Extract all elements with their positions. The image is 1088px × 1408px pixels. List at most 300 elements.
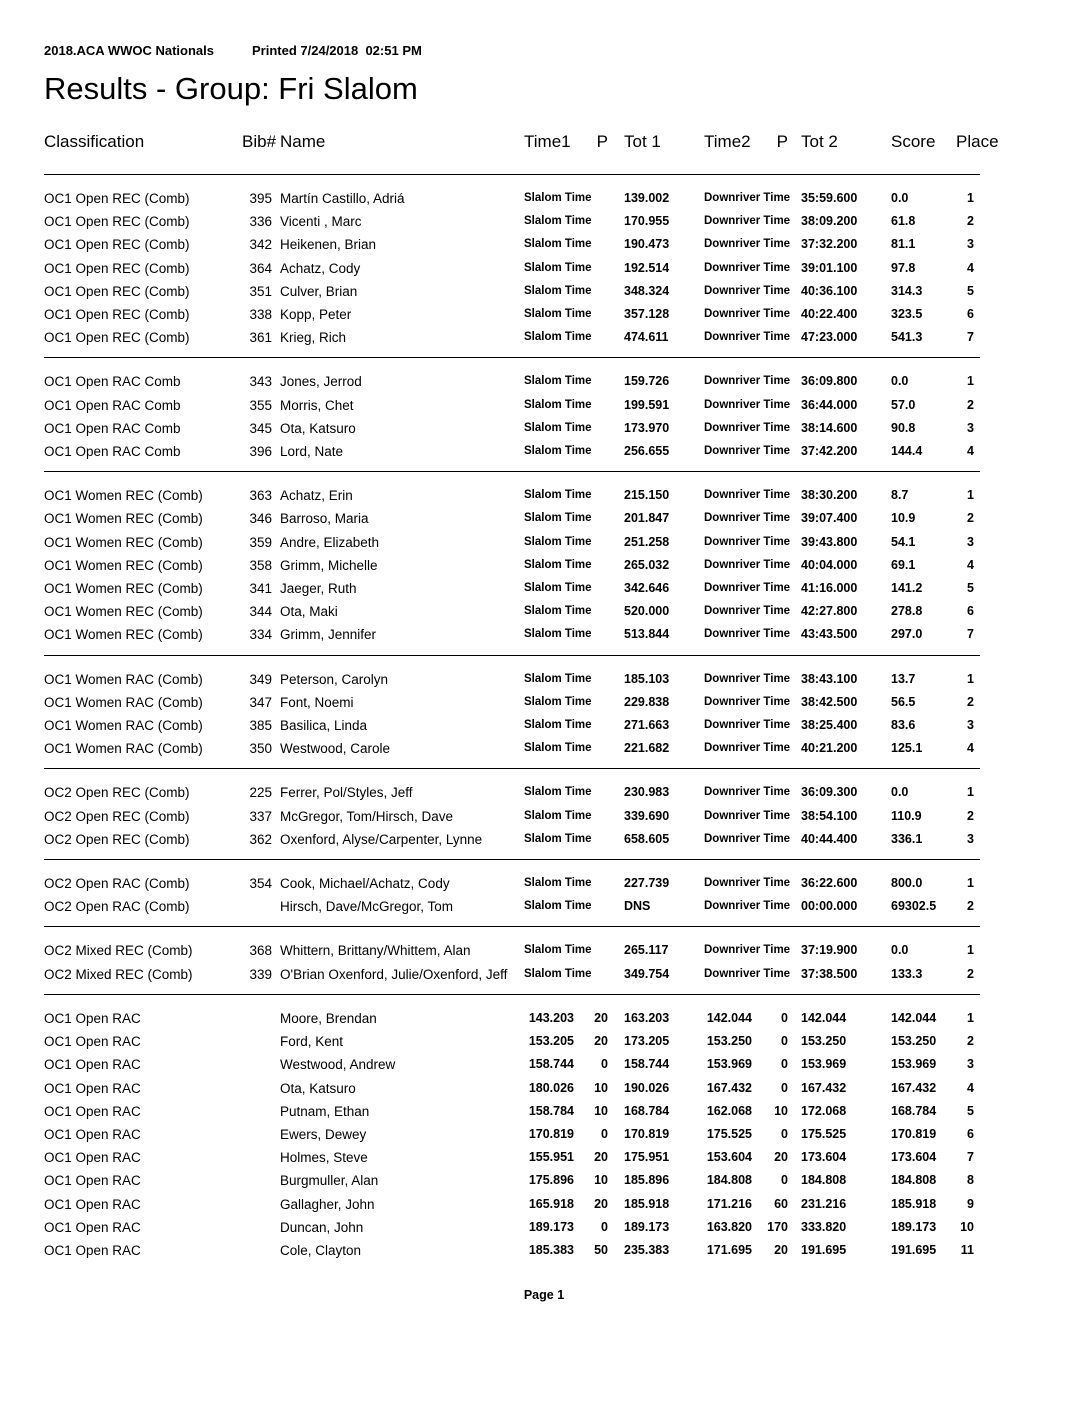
cell-classification: OC1 Open RAC <box>44 1010 141 1026</box>
cell-p2: 20 <box>774 1150 788 1165</box>
cell-p1: 10 <box>594 1080 608 1095</box>
cell-time2: Downriver Time <box>704 628 791 641</box>
table-row <box>44 623 980 646</box>
cell-name: Oxenford, Alyse/Carpenter, Lynne <box>280 831 483 847</box>
cell-p1: 10 <box>594 1173 608 1188</box>
cell-p1 <box>574 737 608 760</box>
table-row <box>44 440 980 463</box>
table-row <box>44 1216 980 1239</box>
cell-name: McGregor, Tom/Hirsch, Dave <box>280 808 454 824</box>
cell-time1: Slalom Time <box>524 628 592 641</box>
cell-name: Vicenti , Marc <box>280 214 362 230</box>
cell-p1 <box>574 668 608 691</box>
cell-name: Ota, Katsuro <box>280 1080 356 1096</box>
cell-time1: Slalom Time <box>524 832 592 845</box>
cell-p1: 50 <box>594 1242 608 1257</box>
cell-tot2: 36:09.800 <box>801 374 858 389</box>
cell-tot2: 231.216 <box>801 1196 847 1211</box>
cell-p2 <box>752 257 788 280</box>
cell-tot1: 185.896 <box>624 1173 670 1188</box>
cell-p2: 0 <box>781 1057 788 1072</box>
cell-p1 <box>574 623 608 646</box>
table-row <box>44 805 980 828</box>
cell-bib: 345 <box>249 420 272 436</box>
cell-bib: 355 <box>249 397 272 413</box>
cell-time1: Slalom Time <box>524 445 592 458</box>
cell-time2: 153.969 <box>706 1057 752 1072</box>
header-total2: Tot 2 <box>801 132 838 151</box>
cell-tot1: 349.754 <box>624 966 670 981</box>
cell-classification: OC1 Women REC (Comb) <box>44 581 203 597</box>
cell-p1 <box>574 484 608 507</box>
cell-p1: 0 <box>601 1126 608 1141</box>
cell-bib: 395 <box>249 191 272 206</box>
cell-bib: 351 <box>249 283 272 299</box>
cell-time1: 189.173 <box>528 1219 574 1234</box>
cell-tot2: 35:59.600 <box>801 191 858 205</box>
cell-time1: Slalom Time <box>524 877 592 890</box>
cell-p2 <box>752 554 788 577</box>
cell-time1: Slalom Time <box>524 512 592 525</box>
result-group <box>44 174 980 349</box>
cell-place: 2 <box>967 511 974 526</box>
cell-score: 0.0 <box>891 785 909 800</box>
cell-tot2: 42:27.800 <box>801 604 858 619</box>
cell-bib: 363 <box>249 488 272 504</box>
cell-score: 191.695 <box>891 1242 937 1257</box>
cell-p1: 20 <box>594 1196 608 1211</box>
cell-tot2: 175.525 <box>801 1126 847 1141</box>
cell-p1 <box>574 210 608 233</box>
table-row <box>44 370 980 393</box>
table-row <box>44 210 980 233</box>
cell-time2: Downriver Time <box>704 421 791 434</box>
cell-name: Font, Noemi <box>280 694 354 710</box>
printed-timestamp: Printed 7/24/2018 02:51 PM <box>252 43 422 58</box>
header-place: Place <box>956 132 999 151</box>
cell-p1 <box>574 872 608 895</box>
cell-name: Morris, Chet <box>280 397 354 413</box>
cell-score: 314.3 <box>891 283 923 298</box>
cell-time1: Slalom Time <box>524 582 592 595</box>
cell-p2 <box>752 668 788 691</box>
cell-name: Hirsch, Dave/McGregor, Tom <box>280 899 454 915</box>
cell-score: 184.808 <box>891 1173 937 1188</box>
table-row <box>44 554 980 577</box>
cell-tot2: 37:32.200 <box>801 237 858 252</box>
table-row <box>44 1169 980 1192</box>
cell-p1 <box>574 531 608 554</box>
cell-tot1: 175.951 <box>624 1150 670 1165</box>
cell-tot2: 38:43.100 <box>801 671 858 686</box>
cell-name: Ota, Maki <box>280 604 338 620</box>
cell-score: 173.604 <box>891 1150 937 1165</box>
result-group <box>44 859 980 918</box>
cell-name: Cole, Clayton <box>280 1242 362 1258</box>
cell-name: Cook, Michael/Achatz, Cody <box>280 876 450 892</box>
cell-time1: Slalom Time <box>524 192 592 204</box>
table-row <box>44 1007 980 1030</box>
cell-p1 <box>574 714 608 737</box>
cell-name: Achatz, Cody <box>280 260 361 276</box>
cell-p1 <box>574 554 608 577</box>
cell-p1 <box>574 370 608 393</box>
cell-tot2: 38:42.500 <box>801 694 858 709</box>
cell-place: 5 <box>967 581 974 596</box>
cell-classification: OC1 Open RAC <box>44 1173 141 1189</box>
cell-p2 <box>752 210 788 233</box>
cell-tot1: 168.784 <box>624 1103 670 1118</box>
cell-time1: 143.203 <box>528 1010 574 1025</box>
cell-place: 2 <box>967 397 974 412</box>
cell-classification: OC1 Open RAC <box>44 1242 141 1258</box>
cell-p2 <box>752 805 788 828</box>
cell-time1: Slalom Time <box>524 558 592 571</box>
cell-p1 <box>574 280 608 303</box>
cell-tot1: 271.663 <box>624 718 670 733</box>
cell-score: 69.1 <box>891 557 916 572</box>
cell-classification: OC1 Open RAC <box>44 1150 141 1166</box>
cell-p2 <box>752 828 788 851</box>
cell-tot1: 342.646 <box>624 581 670 596</box>
cell-place: 3 <box>967 718 974 733</box>
table-row <box>44 939 980 962</box>
cell-name: Heikenen, Brian <box>280 237 377 253</box>
cell-tot2: 37:38.500 <box>801 966 858 981</box>
cell-place: 5 <box>967 283 974 298</box>
cell-bib <box>242 1007 272 1030</box>
cell-place: 1 <box>967 876 974 891</box>
cell-classification: OC2 Mixed REC (Comb) <box>44 943 193 959</box>
cell-classification: OC1 Open RAC <box>44 1103 141 1119</box>
cell-tot2: 36:09.300 <box>801 785 858 800</box>
cell-place: 2 <box>967 808 974 823</box>
cell-name: Ota, Katsuro <box>280 420 356 436</box>
page-footer: Page 1 <box>523 1288 565 1303</box>
cell-p2 <box>752 577 788 600</box>
table-row <box>44 484 980 507</box>
cell-p2 <box>752 872 788 895</box>
cell-p2 <box>752 737 788 760</box>
cell-time1: Slalom Time <box>524 967 592 980</box>
cell-p2 <box>752 963 788 986</box>
cell-tot1: 230.983 <box>624 785 670 800</box>
cell-classification: OC1 Women RAC (Comb) <box>44 694 203 710</box>
cell-classification: OC1 Open RAC <box>44 1196 141 1212</box>
cell-classification: OC1 Open RAC Comb <box>44 444 181 460</box>
cell-bib: 344 <box>249 604 272 620</box>
cell-p1 <box>574 781 608 804</box>
cell-name: Westwood, Carole <box>280 741 391 757</box>
cell-time2: Downriver Time <box>704 489 791 502</box>
cell-time1: Slalom Time <box>524 215 592 228</box>
cell-tot2: 142.044 <box>801 1010 847 1025</box>
result-group <box>44 926 980 985</box>
cell-p2 <box>752 187 788 210</box>
cell-time1: Slalom Time <box>524 535 592 548</box>
cell-classification: OC1 Open RAC <box>44 1057 141 1073</box>
cell-classification: OC1 Open RAC Comb <box>44 397 181 413</box>
cell-bib <box>242 1077 272 1100</box>
cell-bib <box>242 1123 272 1146</box>
cell-bib: 385 <box>249 718 272 734</box>
table-row <box>44 828 980 851</box>
cell-score: 69302.5 <box>891 899 937 914</box>
cell-p2 <box>752 326 788 349</box>
cell-bib: 225 <box>249 785 272 801</box>
cell-time1: 185.383 <box>528 1242 574 1257</box>
cell-p2: 0 <box>781 1126 788 1141</box>
cell-bib <box>242 1030 272 1053</box>
cell-score: 56.5 <box>891 694 916 709</box>
cell-time2: Downriver Time <box>704 786 791 799</box>
cell-tot2: 37:42.200 <box>801 444 858 459</box>
cell-time2: 153.250 <box>706 1034 752 1049</box>
table-row <box>44 1123 980 1146</box>
cell-time1: Slalom Time <box>524 742 592 755</box>
cell-classification: OC1 Women REC (Comb) <box>44 488 203 504</box>
cell-place: 8 <box>967 1173 974 1188</box>
cell-name: Moore, Brendan <box>280 1010 377 1026</box>
cell-p1 <box>574 600 608 623</box>
cell-bib: 341 <box>249 581 272 597</box>
cell-time2: 175.525 <box>706 1126 752 1141</box>
cell-tot2: 36:44.000 <box>801 397 858 412</box>
cell-tot1: 513.844 <box>624 627 670 642</box>
cell-time1: Slalom Time <box>524 238 592 251</box>
cell-tot2: 38:30.200 <box>801 488 858 503</box>
result-group <box>44 357 980 463</box>
cell-bib: 338 <box>249 307 272 323</box>
cell-p2 <box>752 939 788 962</box>
table-row <box>44 394 980 417</box>
cell-tot1: 192.514 <box>624 260 670 275</box>
cell-time1: Slalom Time <box>524 489 592 502</box>
cell-tot1: 251.258 <box>624 534 670 549</box>
cell-time2: 167.432 <box>706 1080 752 1095</box>
header-classification: Classification <box>44 132 145 151</box>
cell-score: 167.432 <box>891 1080 937 1095</box>
cell-p2: 0 <box>781 1034 788 1049</box>
cell-score: 170.819 <box>891 1126 937 1141</box>
cell-score: 0.0 <box>891 374 909 389</box>
header-penalty2: P <box>776 132 788 151</box>
cell-time1: 155.951 <box>528 1150 574 1165</box>
cell-time1: 165.918 <box>528 1196 574 1211</box>
cell-bib: 346 <box>249 511 272 527</box>
cell-bib <box>242 1216 272 1239</box>
cell-time1: Slalom Time <box>524 331 592 344</box>
cell-time1: 158.744 <box>528 1057 574 1072</box>
cell-p2 <box>752 394 788 417</box>
cell-time2: Downriver Time <box>704 877 791 890</box>
cell-classification: OC1 Open RAC Comb <box>44 374 181 390</box>
cell-score: 0.0 <box>891 943 909 958</box>
cell-tot2: 36:22.600 <box>801 876 858 891</box>
cell-tot2: 38:54.100 <box>801 808 858 823</box>
cell-time2: Downriver Time <box>704 445 791 458</box>
cell-place: 7 <box>967 627 974 642</box>
cell-p1 <box>574 233 608 256</box>
cell-score: 13.7 <box>891 671 916 686</box>
cell-place: 1 <box>967 374 974 389</box>
cell-p1 <box>574 417 608 440</box>
event-name: 2018.ACA WWOC Nationals <box>44 43 214 58</box>
cell-p2: 0 <box>781 1173 788 1188</box>
cell-bib <box>242 1239 272 1262</box>
cell-tot2: 167.432 <box>801 1080 847 1095</box>
cell-tot2: 43:43.500 <box>801 627 858 642</box>
cell-time2: 142.044 <box>706 1010 752 1025</box>
cell-score: 54.1 <box>891 534 916 549</box>
table-row <box>44 280 980 303</box>
cell-name: Achatz, Erin <box>280 488 353 504</box>
cell-score: 278.8 <box>891 604 923 619</box>
cell-time1: Slalom Time <box>524 375 592 388</box>
cell-place: 10 <box>960 1219 974 1234</box>
table-row <box>44 1193 980 1216</box>
cell-classification: OC1 Open RAC <box>44 1034 141 1050</box>
cell-tot2: 40:44.400 <box>801 831 858 846</box>
cell-bib: 358 <box>249 557 272 573</box>
cell-name: Barroso, Maria <box>280 511 369 527</box>
table-row <box>44 1077 980 1100</box>
result-group <box>44 471 980 646</box>
cell-time2: Downriver Time <box>704 944 791 957</box>
cell-place: 9 <box>967 1196 974 1211</box>
cell-tot1: 159.726 <box>624 374 670 389</box>
cell-score: 8.7 <box>891 488 909 503</box>
cell-classification: OC1 Women REC (Comb) <box>44 627 203 643</box>
cell-tot1: 163.203 <box>624 1010 670 1025</box>
cell-classification: OC2 Open RAC (Comb) <box>44 876 190 892</box>
cell-tot2: 38:09.200 <box>801 214 858 229</box>
table-row <box>44 531 980 554</box>
cell-time1: Slalom Time <box>524 809 592 822</box>
header-name: Name <box>280 132 326 151</box>
cell-tot1: 265.032 <box>624 557 670 572</box>
cell-time1: 153.205 <box>528 1034 574 1049</box>
cell-name: Lord, Nate <box>280 444 344 460</box>
cell-place: 4 <box>967 444 974 459</box>
cell-p2: 60 <box>774 1196 788 1211</box>
cell-place: 3 <box>967 534 974 549</box>
cell-classification: OC1 Open REC (Comb) <box>44 214 190 230</box>
cell-classification: OC1 Open RAC Comb <box>44 420 181 436</box>
cell-p1 <box>574 691 608 714</box>
cell-name: Ferrer, Pol/Styles, Jeff <box>280 785 413 801</box>
cell-classification: OC1 Women RAC (Comb) <box>44 718 203 734</box>
cell-tot1: 520.000 <box>624 604 670 619</box>
cell-p1 <box>574 303 608 326</box>
cell-classification: OC1 Women REC (Comb) <box>44 557 203 573</box>
cell-bib: 396 <box>249 444 272 460</box>
cell-score: 57.0 <box>891 397 916 412</box>
cell-score: 185.918 <box>891 1196 937 1211</box>
cell-score: 97.8 <box>891 260 916 275</box>
cell-name: Andre, Elizabeth <box>280 534 380 550</box>
cell-bib <box>242 1053 272 1076</box>
cell-tot1: 221.682 <box>624 741 670 756</box>
header-bib: Bib# <box>242 132 277 151</box>
cell-time2: Downriver Time <box>704 558 791 571</box>
cell-classification: OC1 Women RAC (Comb) <box>44 671 203 687</box>
cell-tot2: 40:22.400 <box>801 307 858 322</box>
cell-time2: Downriver Time <box>704 967 791 980</box>
cell-tot1: 199.591 <box>624 397 670 412</box>
cell-time2: 162.068 <box>706 1103 752 1118</box>
cell-classification: OC1 Open REC (Comb) <box>44 330 190 346</box>
cell-classification: OC1 Women REC (Comb) <box>44 604 203 620</box>
cell-p2: 10 <box>774 1103 788 1118</box>
cell-tot1: 170.819 <box>624 1126 670 1141</box>
cell-place: 1 <box>967 1010 974 1025</box>
cell-score: 189.173 <box>891 1219 937 1234</box>
cell-tot2: 40:21.200 <box>801 741 858 756</box>
cell-name: Peterson, Carolyn <box>280 671 389 687</box>
cell-time2: Downriver Time <box>704 535 791 548</box>
cell-time2: Downriver Time <box>704 605 791 618</box>
cell-name: Holmes, Steve <box>280 1150 368 1166</box>
cell-p1 <box>574 394 608 417</box>
cell-tot2: 40:36.100 <box>801 283 858 298</box>
cell-classification: OC1 Open REC (Comb) <box>44 283 190 299</box>
cell-classification: OC2 Open REC (Comb) <box>44 785 190 801</box>
cell-tot2: 47:23.000 <box>801 330 858 345</box>
cell-place: 2 <box>967 694 974 709</box>
cell-time2: Downriver Time <box>704 192 791 204</box>
cell-name: Ewers, Dewey <box>280 1126 367 1142</box>
cell-place: 1 <box>967 488 974 503</box>
cell-tot1: 215.150 <box>624 488 670 503</box>
cell-time2: 184.808 <box>706 1173 752 1188</box>
header-score: Score <box>891 132 936 151</box>
cell-bib: 361 <box>249 330 272 346</box>
cell-time1: Slalom Time <box>524 284 592 297</box>
cell-p1 <box>574 828 608 851</box>
cell-score: 168.784 <box>891 1103 937 1118</box>
cell-bib <box>242 1100 272 1123</box>
cell-tot2: 38:14.600 <box>801 420 858 435</box>
cell-p1 <box>574 507 608 530</box>
cell-place: 7 <box>967 1150 974 1165</box>
cell-bib <box>242 1146 272 1169</box>
cell-time2: Downriver Time <box>704 832 791 845</box>
page-title: Results - Group: Fri Slalom <box>44 71 418 106</box>
cell-place: 3 <box>967 237 974 252</box>
table-row <box>44 1030 980 1053</box>
cell-tot1: 357.128 <box>624 307 670 322</box>
cell-place: 1 <box>967 943 974 958</box>
cell-time1: Slalom Time <box>524 695 592 708</box>
cell-p2 <box>752 484 788 507</box>
cell-classification: OC1 Open REC (Comb) <box>44 260 190 276</box>
cell-p2 <box>752 623 788 646</box>
header-time1: Time1 <box>524 132 571 151</box>
cell-place: 11 <box>960 1242 974 1257</box>
cell-tot1: 201.847 <box>624 511 670 526</box>
cell-score: 336.1 <box>891 831 923 846</box>
cell-bib: 350 <box>249 741 272 757</box>
cell-p2 <box>752 714 788 737</box>
cell-p1: 20 <box>594 1010 608 1025</box>
cell-tot1: 189.173 <box>624 1219 670 1234</box>
cell-p2 <box>752 417 788 440</box>
cell-place: 2 <box>967 214 974 229</box>
cell-place: 3 <box>967 831 974 846</box>
cell-p1 <box>574 895 608 918</box>
cell-time1: Slalom Time <box>524 261 592 274</box>
